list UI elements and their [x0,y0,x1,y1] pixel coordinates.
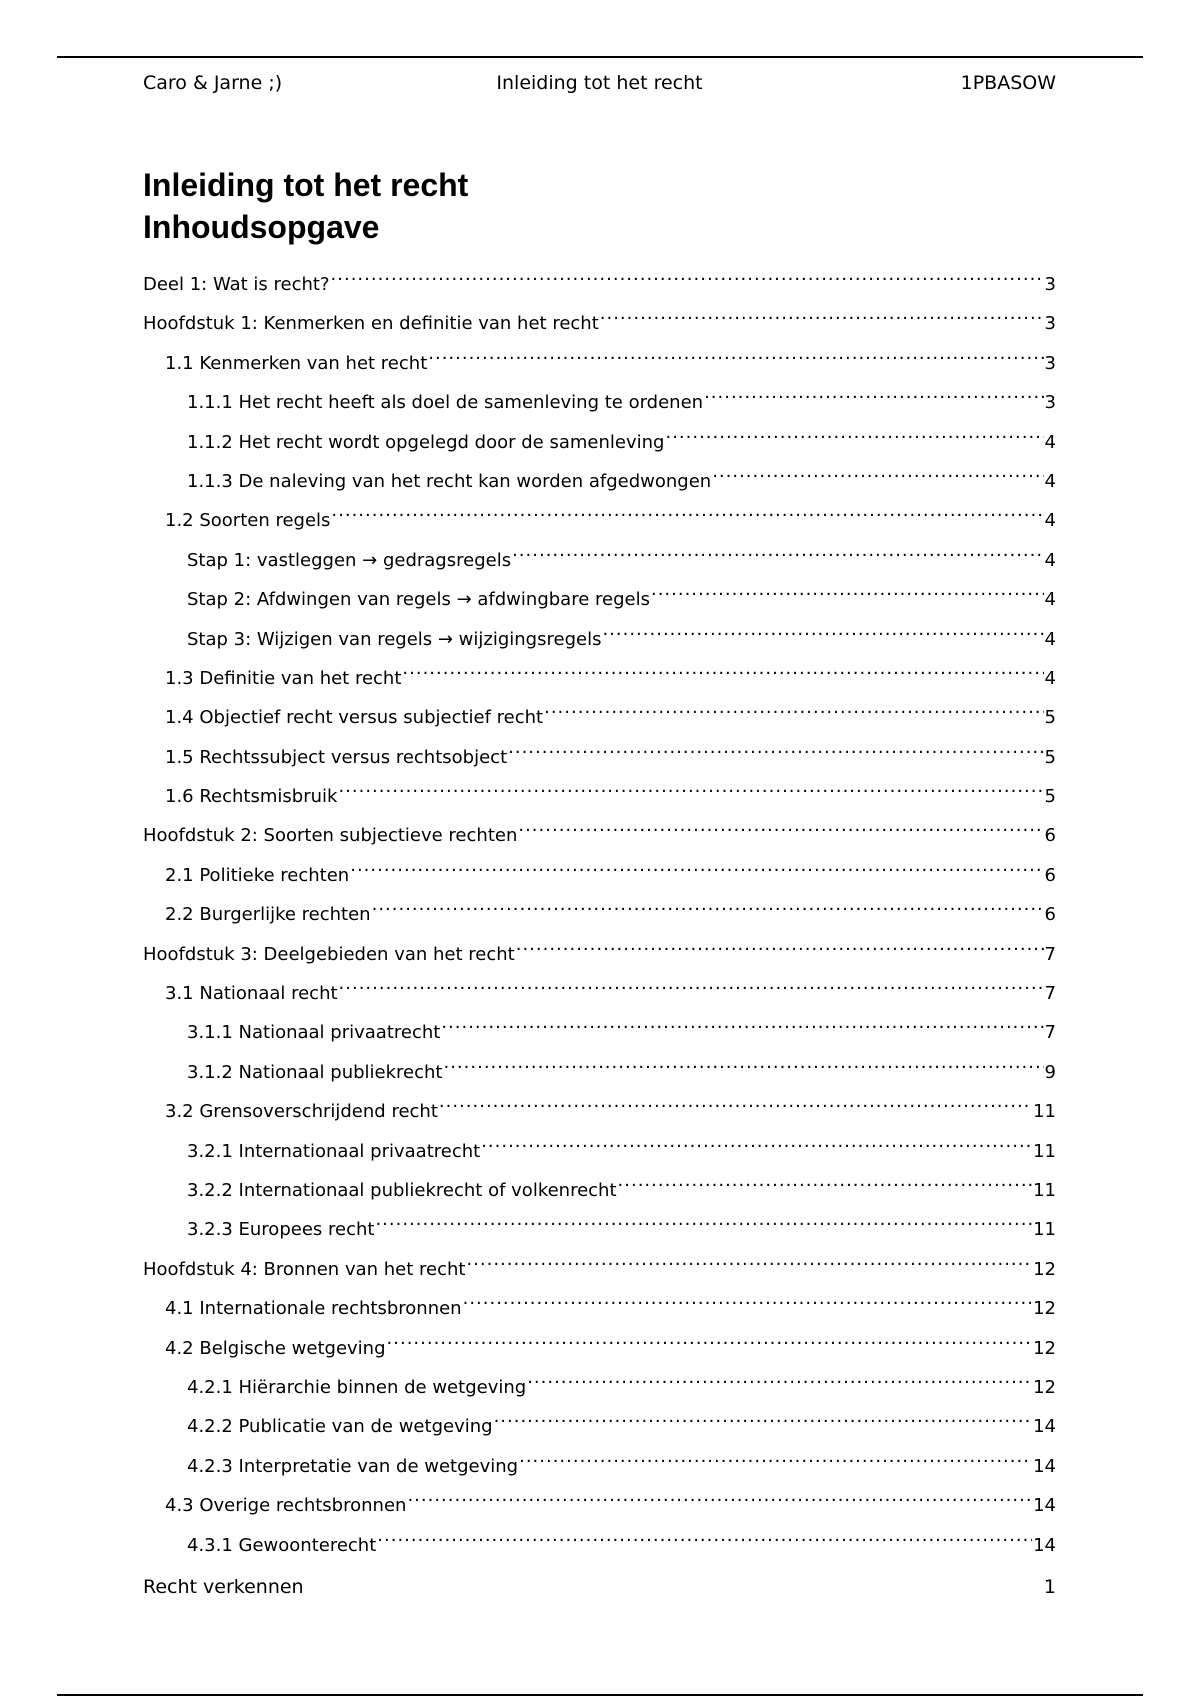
toc-dot-leader [618,1166,1033,1196]
toc-entry-title: Stap 2: Afdwingen van regels → afdwingbare regels [187,589,650,611]
toc-entry[interactable] [143,1048,1056,1087]
toc-dot-leader [466,1245,1032,1275]
footer-rule [57,1694,1143,1696]
toc-entry-page: 7 [1044,943,1056,965]
toc-entry[interactable] [143,1481,1056,1520]
toc-heading: Inhoudsopgave [143,209,380,245]
toc-entry-title: 1.1.1 Het recht heeft als doel de samenleving te ordenen [187,392,704,414]
toc-entry[interactable] [143,1008,1056,1047]
toc-entry-page: 7 [1044,1022,1056,1044]
toc-entry-title: Hoofdstuk 2: Soorten subjectieve rechten [143,825,518,847]
toc-entry-page: 5 [1044,786,1056,808]
toc-entry-page: 4 [1044,431,1056,453]
toc-dot-leader [494,1402,1033,1432]
toc-entry[interactable] [143,851,1056,890]
toc-entry-title: 4.3 Overige rechtsbronnen [165,1495,407,1517]
toc-entry-title: 3.1.1 Nationaal privaatrecht [187,1022,441,1044]
toc-entry-page: 12 [1033,1258,1056,1280]
footer-subject: Recht verkennen [143,1576,304,1598]
toc-entry-page: 3 [1044,313,1056,335]
page-header [143,72,1056,100]
toc-entry-page: 3 [1044,352,1056,374]
toc-dot-leader [519,1442,1032,1472]
toc-entry-title: 3.2 Grensoverschrijdend recht [165,1101,438,1123]
toc-entry[interactable] [143,457,1056,496]
toc-entry-title: 1.5 Rechtssubject versus rechtsobject [165,746,508,768]
toc-dot-leader [402,654,1043,684]
header-authors: Caro & Jarne ;) [143,72,283,94]
toc-entry-page: 11 [1033,1179,1056,1201]
toc-entry-page: 4 [1044,549,1056,571]
toc-entry[interactable] [143,615,1056,654]
footer-page-number: 1 [1043,1576,1056,1598]
toc-dot-leader [544,693,1043,723]
toc-entry-page: 5 [1044,707,1056,729]
toc-entry[interactable] [143,1402,1056,1441]
toc-dot-leader [512,536,1043,566]
toc-dot-leader [338,772,1043,802]
toc-dot-leader [600,299,1044,329]
header-class-code: 1PBASOW [960,72,1056,94]
page-footer [143,1576,1056,1604]
toc-dot-leader [527,1363,1032,1393]
toc-entry[interactable] [143,693,1056,732]
toc-entry-title: 1.2 Soorten regels [165,510,331,532]
header-course-title: Inleiding tot het recht [496,72,703,94]
toc-dot-leader [350,851,1043,881]
toc-entry-page: 12 [1033,1376,1056,1398]
toc-entry-title: 3.2.3 Europees recht [187,1219,375,1241]
toc-entry-title: Hoofdstuk 3: Deelgebieden van het recht [143,943,515,965]
toc-entry-title: Hoofdstuk 4: Bronnen van het recht [143,1258,466,1280]
toc-entry-page: 4 [1044,589,1056,611]
toc-entry[interactable] [143,772,1056,811]
toc-entry-page: 4 [1044,470,1056,492]
toc-entry-title: 1.1.2 Het recht wordt opgelegd door de samenleving [187,431,665,453]
toc-dot-leader [602,615,1043,645]
toc-entry-title: 1.6 Rechtsmisbruik [165,786,338,808]
toc-entry[interactable] [143,575,1056,614]
toc-entry-title: 3.2.2 Internationaal publiekrecht of volkenrecht [187,1179,617,1201]
header-rule [57,56,1143,58]
toc-entry-title: Hoofdstuk 1: Kenmerken en definitie van het recht [143,313,599,335]
toc-dot-leader [375,1205,1032,1235]
table-of-contents [143,260,1056,1560]
toc-entry-title: 1.1.3 De naleving van het recht kan worden afgedwongen [187,470,712,492]
toc-entry[interactable] [143,1245,1056,1284]
toc-dot-leader [331,260,1044,290]
toc-dot-leader [428,339,1043,369]
toc-entry[interactable] [143,418,1056,457]
toc-entry-title: 4.2.1 Hiërarchie binnen de wetgeving [187,1376,527,1398]
toc-entry[interactable] [143,654,1056,693]
toc-entry-page: 6 [1044,864,1056,886]
toc-entry-title: 4.3.1 Gewoonterecht [187,1534,377,1556]
toc-entry-page: 4 [1044,510,1056,532]
toc-entry[interactable] [143,1442,1056,1481]
toc-entry[interactable] [143,1087,1056,1126]
toc-entry[interactable] [143,299,1056,338]
toc-entry-title: 1.4 Objectief recht versus subjectief recht [165,707,544,729]
toc-entry-page: 14 [1033,1455,1056,1477]
toc-entry-page: 4 [1044,667,1056,689]
toc-entry-page: 11 [1033,1140,1056,1162]
toc-entry-page: 3 [1044,274,1056,295]
toc-entry-title: 4.1 Internationale rechtsbronnen [165,1298,462,1320]
toc-entry-title: 4.2 Belgische wetgeving [165,1337,386,1359]
toc-entry-page: 14 [1033,1495,1056,1517]
toc-entry[interactable] [143,339,1056,378]
toc-entry[interactable] [143,1166,1056,1205]
toc-dot-leader [439,1087,1032,1117]
toc-entry-title: 2.1 Politieke rechten [165,864,350,886]
toc-dot-leader [665,418,1043,448]
toc-entry-page: 12 [1033,1298,1056,1320]
toc-entry-page: 5 [1044,746,1056,768]
toc-entry-title: Stap 3: Wijzigen van regels → wijzigingsregels [187,628,602,650]
toc-dot-leader [339,969,1044,999]
toc-entry-page: 6 [1044,825,1056,847]
toc-entry-title: 1.3 Definitie van het recht [165,667,402,689]
toc-dot-leader [443,1048,1043,1078]
toc-entry-title: Deel 1: Wat is recht? [143,274,330,295]
toc-entry-title: 3.1 Nationaal recht [165,983,338,1005]
toc-dot-leader [481,1127,1032,1157]
document-title: Inleiding tot het recht [143,167,469,203]
toc-entry-page: 4 [1044,628,1056,650]
toc-entry[interactable] [143,811,1056,850]
title-block [143,164,468,248]
toc-entry-title: 4.2.3 Interpretatie van de wetgeving [187,1455,519,1477]
toc-entry-title: Stap 1: vastleggen → gedragsregels [187,549,512,571]
toc-entry-title: 1.1 Kenmerken van het recht [165,352,428,374]
toc-entry[interactable] [143,1324,1056,1363]
toc-entry-title: 3.1.2 Nationaal publiekrecht [187,1061,443,1083]
toc-dot-leader [441,1008,1043,1038]
toc-entry[interactable] [143,378,1056,417]
toc-entry-page: 6 [1044,904,1056,926]
toc-dot-leader [704,378,1043,408]
toc-entry[interactable] [143,1205,1056,1244]
toc-dot-leader [331,496,1043,526]
toc-dot-leader [508,733,1043,763]
toc-entry-title: 4.2.2 Publicatie van de wetgeving [187,1416,493,1438]
toc-dot-leader [377,1521,1032,1551]
toc-entry-page: 7 [1044,983,1056,1005]
toc-dot-leader [518,811,1043,841]
toc-entry-page: 3 [1044,392,1056,414]
toc-entry[interactable] [143,733,1056,772]
toc-entry-page: 14 [1033,1534,1056,1556]
toc-entry-title: 3.2.1 Internationaal privaatrecht [187,1140,481,1162]
toc-dot-leader [407,1481,1032,1511]
toc-entry[interactable] [143,1363,1056,1402]
toc-entry[interactable] [143,496,1056,535]
toc-entry[interactable] [143,1127,1056,1166]
toc-entry[interactable] [143,260,1056,299]
toc-entry-page: 14 [1033,1416,1056,1438]
toc-entry-page: 11 [1033,1219,1056,1241]
toc-entry-page: 12 [1033,1337,1056,1359]
toc-entry[interactable] [143,890,1056,929]
toc-entry[interactable] [143,1284,1056,1323]
toc-entry[interactable] [143,536,1056,575]
toc-dot-leader [372,890,1044,920]
toc-entry-title: 2.2 Burgerlijke rechten [165,904,371,926]
toc-entry[interactable] [143,930,1056,969]
toc-dot-leader [387,1324,1033,1354]
toc-dot-leader [712,457,1043,487]
toc-dot-leader [463,1284,1033,1314]
toc-dot-leader [516,930,1044,960]
toc-entry-page: 11 [1033,1101,1056,1123]
toc-entry[interactable] [143,969,1056,1008]
toc-entry[interactable] [143,1521,1056,1560]
toc-entry-page: 9 [1044,1061,1056,1083]
toc-dot-leader [651,575,1044,605]
